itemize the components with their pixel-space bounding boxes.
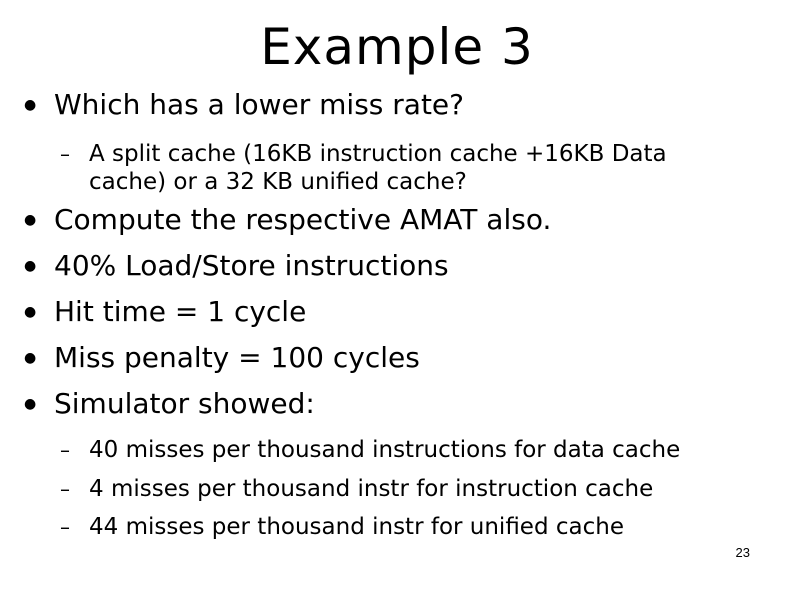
- bullet-text: Miss penalty = 100 cycles: [54, 341, 420, 374]
- sub-bullet-text: A split cache (16KB instruction cache +16KB Data cache) or a 32 KB unified cache?: [89, 141, 667, 195]
- bullet-dot-icon: ●: [24, 350, 37, 366]
- sub-bullet-text: 40 misses per thousand instructions for data cache: [89, 437, 681, 463]
- bullet-text: Simulator showed:: [54, 387, 315, 420]
- bullet-dot-icon: ●: [24, 304, 37, 320]
- slide-title: Example 3: [260, 18, 534, 76]
- dash-icon: –: [60, 515, 70, 539]
- dash-icon: –: [60, 142, 70, 166]
- bullet-text: Hit time = 1 cycle: [54, 295, 307, 328]
- bullet-dot-icon: ●: [24, 396, 37, 412]
- bullet-text: 40% Load/Store instructions: [54, 249, 449, 282]
- bullet-dot-icon: ●: [24, 212, 37, 228]
- sub-bullet-text: 44 misses per thousand instr for unified cache: [89, 514, 624, 540]
- dash-icon: –: [60, 477, 70, 501]
- sub-bullet-text: 4 misses per thousand instr for instruction cache: [89, 476, 654, 502]
- bullet-dot-icon: ●: [24, 258, 37, 274]
- page-number: 23: [735, 545, 750, 560]
- bullet-text: Which has a lower miss rate?: [54, 88, 465, 121]
- bullet-dot-icon: ●: [24, 97, 37, 113]
- dash-icon: –: [60, 438, 70, 462]
- bullet-text: Compute the respective AMAT also.: [54, 203, 552, 236]
